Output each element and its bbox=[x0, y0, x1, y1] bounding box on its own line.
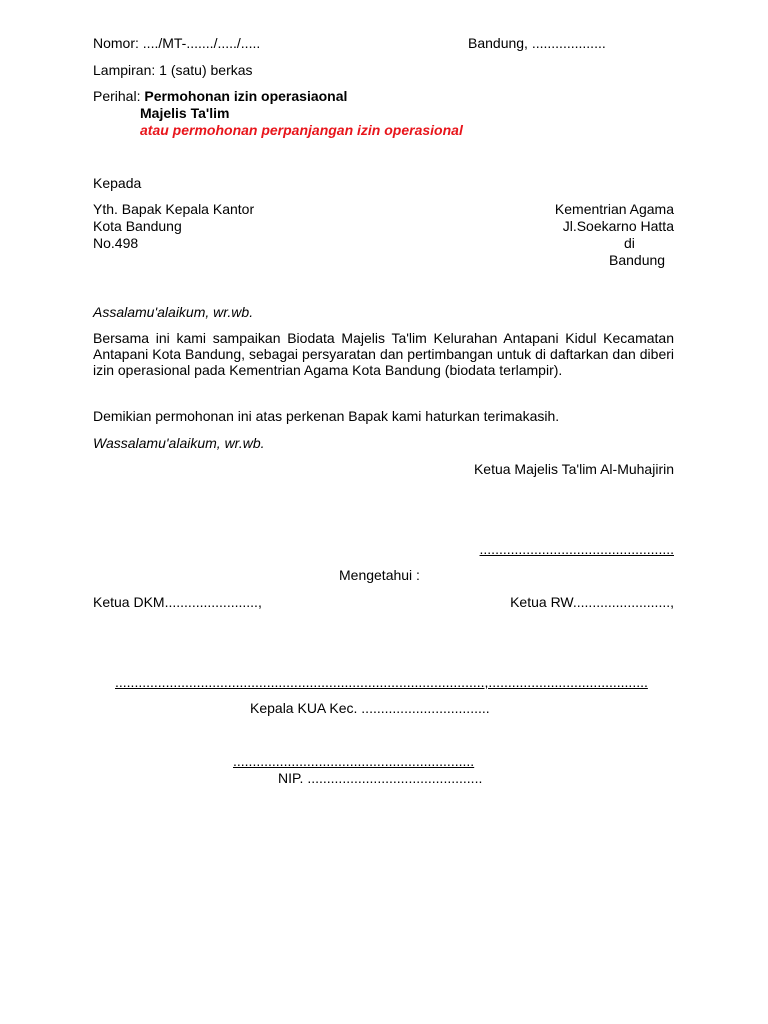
perihal-line-3: atau permohonan perpanjangan izin operasional bbox=[140, 122, 463, 138]
lampiran: Lampiran: 1 (satu) berkas bbox=[93, 62, 253, 78]
salam-pembuka: Assalamu'alaikum, wr.wb. bbox=[93, 304, 254, 320]
kepada: Kepada bbox=[93, 175, 142, 191]
perihal-line-1: Permohonan izin operasiaonal bbox=[144, 88, 348, 104]
address-left-3: No.498 bbox=[93, 235, 139, 251]
ketua-majelis-row bbox=[93, 461, 674, 477]
address-left-2: Kota Bandung bbox=[93, 218, 182, 234]
mengetahui: Mengetahui : bbox=[339, 567, 420, 583]
address-right-4: Bandung bbox=[609, 252, 666, 268]
address-row-1 bbox=[93, 201, 674, 217]
header-row-nomor bbox=[93, 35, 674, 51]
paragraph-1: Bersama ini kami sampaikan Biodata Majelis Ta'lim Kelurahan Antapani Kidul Kecamatan Antapani Kota Bandung, sebagai persyaratan dan pertimbangan untuk di daftarkan dan diberi izin operasional pada Kementrian Agama Kota Bandung (biodata terlampir). bbox=[93, 330, 674, 378]
ketua-majelis-label: Ketua Majelis Ta'lim Al-Muhajirin bbox=[473, 461, 674, 477]
perihal-label: Perihal: bbox=[93, 88, 145, 104]
paragraph-2: Demikian permohonan ini atas perkenan Bapak kami haturkan terimakasih. bbox=[93, 408, 560, 424]
ketua-dkm: Ketua DKM........................, bbox=[93, 594, 262, 610]
address-left-1: Yth. Bapak Kepala Kantor bbox=[93, 201, 255, 217]
perihal-line-2: Majelis Ta'lim bbox=[140, 105, 230, 121]
nomor-surat: Nomor: ..../MT-......./...../..... bbox=[93, 35, 261, 51]
tempat-tanggal: Bandung, ................... bbox=[468, 35, 606, 51]
ketua-majelis-sign-row bbox=[93, 541, 674, 557]
address-row-3 bbox=[93, 235, 674, 251]
ketua-rw: Ketua RW........................., bbox=[510, 594, 674, 610]
dkm-rw-row bbox=[93, 594, 674, 610]
perihal bbox=[93, 88, 347, 104]
address-right-1: Kementrian Agama bbox=[554, 201, 674, 217]
address-right-3: di bbox=[624, 235, 635, 251]
kua-signature-line: .............................................................. bbox=[233, 753, 475, 769]
address-row-2 bbox=[93, 218, 674, 234]
nip: NIP. ............................................. bbox=[278, 770, 483, 786]
address-right-2: Jl.Soekarno Hatta bbox=[562, 218, 674, 234]
salam-penutup: Wassalamu'alaikum, wr.wb. bbox=[93, 435, 265, 451]
dkm-rw-signature-line: ...............................................................................................,......................................... bbox=[115, 674, 648, 690]
kepala-kua: Kepala KUA Kec. ................................. bbox=[250, 700, 490, 716]
ketua-majelis-signature-line: .................................................. bbox=[479, 541, 674, 557]
